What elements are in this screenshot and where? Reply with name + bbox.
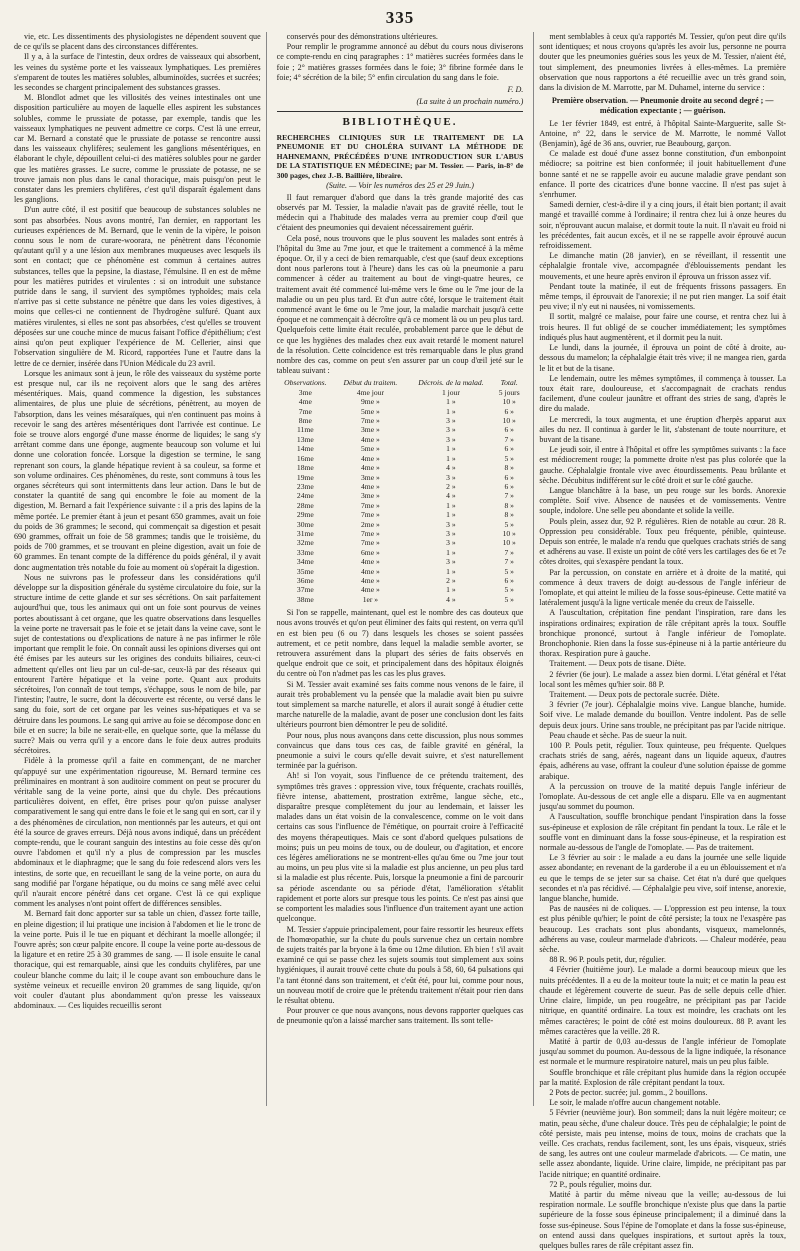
paragraph: ment semblables à ceux qu'a rapportés M. Tessier, qu'on peut dire qu'ils sont identiques; et nous croyons qu'après les avoir lus, personne ne pourra douter que les pneumonies guéries sous les yeux de M. Tessier, n'aient été, tout simplement, des pneumonies livrées à elles-mêmes. La première observation que nous rapportons a été recueillie avec un très grand soin, dans la division de M. Marrotte, par M. Duhamel, interne du service : bbox=[539, 32, 787, 93]
table-cell: 4me » bbox=[361, 481, 380, 491]
table-cell: 6me » bbox=[361, 547, 380, 557]
table-cell: 3 » bbox=[446, 519, 456, 529]
table-cell: 3 » bbox=[446, 538, 456, 548]
book-title: RECHERCHES CLINIQUES SUR LE TRAITEMENT DE LA PNEUMONIE ET DU CHOLÉRA SUIVANT LA MÉTHODE DE HAHNEMANN, PRÉCÉDÉES D'UNE INTRODUCTION SUR L'ABUS DE LA STATISTIQUE EN MÉDECINE; par M. Tessier. — Paris, in-8° de 300 pages, chez J.-B. Baillière, libraire. bbox=[276, 132, 524, 180]
table-cell: 8 » bbox=[504, 463, 514, 473]
right-column bbox=[533, 32, 787, 1250]
paragraph: Pour nous, plus nous avançons dans cette discussion, plus nous sommes convaincus que dans tous ces cas, de faible gravité en général, la pneumonie a suivi le cours qu'elle devait suivre, et s'est naturellement terminée par la guérison. bbox=[276, 730, 524, 771]
table-cell: 9me » bbox=[361, 397, 380, 407]
paragraph: Pas de nausées ni de coliques. — L'oppression est peu intense, la toux est plus pénible qu'hier; le point de côté persiste; la toux ne l'exaspère pas beaucoup. Les crachats sont plus abondants, visqueux, mamelonnés, adhérens au vase, couleur marmelade d'abricots. — Chaleur modérée, peau sèche. bbox=[539, 904, 787, 955]
table-row bbox=[277, 454, 524, 463]
paragraph: Peau chaude et sèche. Pas de sueur la nuit. bbox=[549, 730, 687, 740]
table-cell: 7me » bbox=[361, 500, 380, 510]
table-cell: 4me jour bbox=[356, 387, 384, 397]
table-cell: 6 » bbox=[504, 575, 514, 585]
paragraph: Si M. Tessier avait examiné ses faits comme nous venons de le faire, il aurait très probablement vu la pensée que la maladie avait bien pu suivre tout simplement sa marche naturelle, et alors il aurait songé à étudier cette marche naturelle de la maladie, avant de poser une conclusion dont les faits ultérieurs pourront bien démontrer le peu de solidité. bbox=[276, 679, 524, 730]
paragraph: A l'auscultation, souffle bronchique pendant l'inspiration dans la fosse sus-épineuse et explosion de râle crépitant fin pendant la toux. Le râle et le souffle vont en diminuant dans la fosse sous-épineuse, et la respiration est normale au-dessous de l'angle de l'omoplate. — Pas de traitement. bbox=[539, 812, 787, 853]
paragraph: Le mercredi, la toux augmenta, et une éruption d'herpès apparut aux ailes du nez. Il continua à garder le lit, s'abstenant de toute nourriture, et buvant de la tisane. bbox=[539, 414, 787, 444]
table-cell: 3 » bbox=[446, 416, 456, 426]
paragraph: Matité à partir du même niveau que la veille; au-dessous de lui respiration normale. Le souffle bronchique n'existe plus que dans la partie supérieure de la fosse sous épineuse principalement; il a diminué dans la fosse sus-épineuse. Sous l'épine de l'omoplate et dans la fosse sus-épineuse, on entend aussi dans quelques inspirations, et surtout après la toux, quelques bulles rares de râle crépitant assez fin. bbox=[539, 1189, 787, 1250]
table-row bbox=[277, 595, 524, 604]
paragraph: 2 Pots de pector. sucrée; jul. gomm., 2 bouillons. bbox=[549, 1087, 708, 1097]
table-cell: 10 » bbox=[502, 528, 516, 538]
table-cell: 4 » bbox=[446, 594, 456, 604]
table-cell: 1er » bbox=[362, 594, 379, 604]
table-cell: 3 » bbox=[446, 472, 456, 482]
table-cell: 30me bbox=[296, 519, 314, 529]
table-row bbox=[277, 567, 524, 576]
table-cell: 5 » bbox=[504, 453, 514, 463]
table-cell: 4 » bbox=[446, 463, 456, 473]
table-cell: 4me » bbox=[361, 463, 380, 473]
table-cell: 1 jour bbox=[441, 387, 460, 397]
paragraph: Si l'on se rappelle, maintenant, quel est le nombre des cas douteux que nous avons trouvés et qu'on peut éliminer des faits qui restent, on verra qu'il en est bien peu (6 ou 7) dans lesquels les choses se soient passées autrement, et ce petit nombre, dans lequel la maladie semble avorter, se retrouvera assurément dans la plupart des séries de faits observés en quelque endroit que ce soit, et principalement dans des hôpitaux éloignés du centre où l'on n'admet pas les cas les plus graves. bbox=[276, 608, 524, 679]
table-row bbox=[277, 548, 524, 557]
table-header: Début du traitem. bbox=[343, 378, 398, 388]
table-cell: 31me bbox=[296, 528, 314, 538]
columns bbox=[14, 32, 787, 1250]
paragraph: M. Blondlot admet que les villosités des veines intestinales ont une disposition particulière au moyen de laquelle elles aspirent les substances solubles, comme le prussiate de potasse, par exemple, tandis que les vaisseaux lymphatiques ne peuvent admettre ce corps. C'est là une erreur, car M. Bernard a constaté que le prussiate de potasse se rencontre aussi dans les vaisseaux chylifères; seulement les ganglions mésentériques, en élaborant le chyle, dépouillent celui-ci des matières solubles pour ne garder que les matières grasses. Le sucre, comme le prussiate de potasse, ne se trouve jamais non plus dans le canal thoracique, mais puisqu'on peut le constater dans les premiers chylifères, c'est qu'il disparaît également dans les ganglions. bbox=[14, 93, 261, 205]
table-row bbox=[277, 491, 524, 500]
paragraph: Cela posé, nous trouvons que le plus souvent les malades sont entrés à l'hôpital du 3me au 7me jour, et que le traitement a commencé à la même époque. Or, il y a ceci de bien remarquable, c'est que (sauf deux exceptions dont nous parlerons tout à l'heure) dans les cas où la pneumonie a paru commencer à céder au traitement au bout de vingt-quatre heures, ce traitement avait été commencé lui-même vers le 6me ou le 7me jour de la maladie ou un peu plus tard. Et d'un autre côté, lorsque le traitement était commencé avant le 6me ou le 7me jour, la maladie marchait jusqu'à cette époque et ne commençait à décroître qu'à ce moment là ou un peu plus tard. Quelquefois cette limite était reculée, probablement parce que le début de ce que les hygiènes des malades chez eux avait retardé le moment naturel de la résolution. Cette coïncidence est très remarquable dans le plus grand nombre des cas, comme on peut s'en assurer par un coup d'œil jeté sur le tableau suivant : bbox=[276, 233, 524, 376]
paragraph: 4 Février (huitième jour). Le malade a dormi beaucoup mieux que les nuits précédentes. Il a eu de la moiteur toute la nuit; et ce matin la peau est chaude et légèrement couverte de sueur. Pas de selle depuis celle d'hier. Urine claire, limpide, un peu rougeâtre, ne précipitant pas par l'acide nitrique, en quantité ordinaire. La toux est moindre, les crachats ont les mêmes caractères; le point de côté est moins douloureux. 88 P. avant les mêmes caractères que la veille. 28 R. bbox=[539, 965, 787, 1036]
table-cell: 4me » bbox=[361, 585, 380, 595]
table-cell: 3 » bbox=[446, 434, 456, 444]
paragraph: M. Bernard fait donc apporter sur sa table un chien, d'assez forte taille, en pleine digestion; il lui pratique une incision à l'abdomen et lie le tronc de la veine porte. Puis il le tue en piquant et déchirant la moelle allongée; il l'ouvre après; son cœur palpite encore. Il coupe la veine porte au-dessous de la ligature et en retire 25 à 30 grammes de sang. — Il isole ensuite le canal thoracique, qui est remarquable, ainsi que les conduits chylifères, par une couleur blanche comme du lait; il le coupe avant son embouchure dans le système veineux et recueille environ 20 grammes de sang liquide, qu'on voit couler d'autant plus abondamment qu'on presse les vaisseaux abdominaux. — Ces liquides recueillis seront bbox=[14, 909, 261, 1011]
paragraph: 2 février (6e jour). Le malade a assez bien dormi. L'état général et l'état local sont les mêmes qu'hier soir. 88 P. bbox=[539, 669, 787, 689]
observation-title: Première observation. — Pneumonie droite au second degré ; — médication expectante ; — guérison. bbox=[551, 96, 774, 116]
paragraph: Souffle bronchique et râle crépitant plus humide dans la région occupée par la matité. Explosion de râle crépitant pendant la toux. bbox=[539, 1067, 787, 1087]
table-cell: 5 jours bbox=[498, 387, 520, 397]
table-row bbox=[277, 482, 524, 491]
table-cell: 1 » bbox=[446, 397, 456, 407]
table-cell: 33me bbox=[296, 547, 314, 557]
table-row bbox=[277, 463, 524, 472]
table-cell: 7 » bbox=[504, 434, 514, 444]
table-cell: 36me bbox=[296, 575, 314, 585]
to-be-continued: (La suite à un prochain numéro.) bbox=[416, 97, 524, 107]
table-cell: 10 » bbox=[502, 397, 516, 407]
table-cell: 38me bbox=[296, 594, 314, 604]
table-cell: 1 » bbox=[446, 444, 456, 454]
table-cell: 7me » bbox=[361, 416, 380, 426]
signature: F. D. bbox=[507, 85, 524, 95]
table-row bbox=[277, 585, 524, 594]
paragraph: conservés pour des démonstrations ultérieures. bbox=[286, 32, 438, 41]
paragraph: Samedi dernier, c'est-à-dire il y a cinq jours, il était bien portant; il avait mangé et travaillé comme à l'ordinaire; il rentra chez lui à onze heures du soir, n'éprouvant aucun malaise, et dormit toute la nuit. Il n'avait eu froid ni les précédentes, fait aucun excès, et il ne se rappelle avoir éprouvé aucun refroidissement. bbox=[539, 200, 787, 251]
table-cell: 8 » bbox=[504, 500, 514, 510]
table-cell: 6 » bbox=[504, 481, 514, 491]
paragraph: Le lendemain, outre les mêmes symptômes, il commença à tousser. La toux était rare, douloureuse, et s'accompagnait de crachats rendus facilement, d'une couleur jaunâtre et offrant des stries de sang, d'après le dire du malade. bbox=[539, 373, 787, 414]
paragraph: Le 1er février 1849, est entré, à l'hôpital Sainte-Marguerite, salle St-Antoine, n° 22, dans le service de M. Marrotte, le nommé Vallot (Benjamin), âgé de 36 ans, ouvrier, rue Beaubourg, garçon. bbox=[539, 118, 787, 149]
table-cell: 4me » bbox=[361, 557, 380, 567]
table-cell: 1 » bbox=[446, 500, 456, 510]
paragraph: Pour prouver ce que nous avançons, nous devons rapporter quelques cas de pneumonie qu'on a laissé marcher sans traitement. Ils sont telle- bbox=[276, 1006, 524, 1026]
table-cell: 3 » bbox=[446, 557, 456, 567]
table-cell: 8 » bbox=[504, 510, 514, 520]
table-cell: 18me bbox=[296, 463, 314, 473]
paragraph: Traitement. — Deux pots de tisane. Diète. bbox=[549, 659, 686, 669]
table-cell: 5me » bbox=[361, 444, 380, 454]
table-cell: 4me » bbox=[361, 575, 380, 585]
table-cell: 19me bbox=[296, 472, 314, 482]
table-row bbox=[277, 444, 524, 453]
table-cell: 24me bbox=[296, 491, 314, 501]
table-row bbox=[277, 501, 524, 510]
paragraph: Pour remplir le programme annoncé au début du cours nous diviserons ce compte-rendu en cinq paragraphes : 1° matières sucrées formées dans le foie ; 2° matières grasses formées dans le foie; 3° fibrine formée dans le foie; 4° sécrétion de la bile; 5° enfin circulation du sang dans le foie. bbox=[276, 42, 524, 82]
paragraph: Ah! si l'on voyait, sous l'influence de ce prétendu traitement, des symptômes très graves : oppression vive, toux fréquente, crachats rouillés, fièvre intense, abattement, prostration extrême, langue sèche, etc., disparaître presque complètement du jour au lendemain, et laisser les malades dans un état voisin de la convalescence, comme on le voit dans certains cas sous l'influence de l'émétique, on pourrait croire à l'efficacité des moyens thérapeutiques. Mais ce sont d'abord quelques pulsations de moins; puis un peu moins de toux, ou de douleur, ou d'agitation, et encore ces légères améliorations ne se montrent-elles qu'au 6me ou 7me jour tout au moins, un peu plus vite si la maladie est plus ancienne, un peu plus tard si la maladie est plus récente. Puis, lorsque la pneumonie a fini de parcourir sa période ascendante ou sa période d'état, l'amélioration s'établit rapidement et porte alors sur presque tous les points. Ce n'est pas ainsi que se comportent les maladies sous l'influence d'un traitement ayant une action quelconque. bbox=[276, 771, 524, 924]
book-note: (Suite. — Voir les numéros des 25 et 29 Juin.) bbox=[326, 180, 474, 190]
table-cell: 4me » bbox=[361, 453, 380, 463]
table-cell: 7me bbox=[298, 406, 312, 416]
table-header: Total. bbox=[500, 378, 518, 388]
table-cell: 5 » bbox=[504, 566, 514, 576]
table-cell: 2 » bbox=[446, 575, 456, 585]
table-row bbox=[277, 416, 524, 425]
table-row bbox=[277, 557, 524, 566]
paragraph: 100 P. Pouls petit, régulier. Toux quinteuse, peu fréquente. Quelques crachats striés de sang, aérés, nageant dans un liquide aqueux, d'autres épais, adhérens au vase, offrant la couleur d'une solution épaisse de gomme arabique. bbox=[539, 741, 787, 781]
table-row bbox=[277, 473, 524, 482]
paragraph: M. Tessier s'appuie principalement, pour faire ressortir les heureux effets de l'homœopathie, sur la chute du pouls survenue chez un certain nombre de sujets traités par la bryone à la 6me ou 12me dilution. Eh bien ! s'il avait examiné ce qui se passe chez les sujets soumis tout simplement aux soins hygiéniques, il aurait trouvé cette chute du pouls à 58, 60, 64 pulsations qui l'a tant étonné dans son traitement, et c'eût été, pour lui, comme pour nous, un nouveau motif de croire que le prétendu traitement n'était pour rien dans le résultat obtenu. bbox=[276, 924, 524, 1005]
table-cell: 28me bbox=[296, 500, 314, 510]
table-cell: 7 » bbox=[504, 557, 514, 567]
table-row bbox=[277, 529, 524, 538]
table-cell: 3 » bbox=[446, 425, 456, 435]
paragraph: 88 R. 96 P. pouls petit, dur, régulier. bbox=[549, 955, 666, 965]
table-row bbox=[277, 538, 524, 547]
table-cell: 5 » bbox=[504, 594, 514, 604]
table-row bbox=[277, 520, 524, 529]
paragraph: 3 février (7e jour). Céphalalgie moins vive. Langue blanche, humide. Soif vive. Le malade demande du bouillon. Ventre indolent. Pas de selle depuis deux jours. Urine sans trouble, ne précipitant pas par l'acide nitrique. bbox=[539, 700, 787, 730]
paragraph: vie, etc. Les dissentiments des physiologistes ne dépendent souvent que de ce qu'ils se placent dans des circonstances différentes. bbox=[14, 32, 261, 52]
table-row bbox=[277, 510, 524, 519]
page-number: 335 bbox=[385, 8, 415, 27]
table-row bbox=[277, 407, 524, 416]
table-cell: 2me » bbox=[361, 519, 380, 529]
paragraph: Le 3 février au soir : le malade a eu dans la journée une selle liquide assez abondante; en revenant de la garderobe il a eu un éblouissement et n'a eu que le temps de se jeter sur sa chaise. Cet état n'a duré que quelques secondes et n'a pas récidivé. — Céphalalgie peu vive, soif intense, anorexie, langue blanche, humide. bbox=[539, 853, 787, 904]
paragraph: 5 Février (neuvième jour). Bon sommeil; dans la nuit légère moiteur; ce matin, peau sèche, d'une chaleur douce. Très peu de céphalalgie; le point de côté persiste, mais peu intense, moins de toux, moins de crachats que la veille. Ces crachats, rendus facilement, sont, les uns épais, visqueux, striés de sang, les autres ont une couleur marmelade d'abricots. — Ce matin, une selle assez abondante, liquide. Urine claire, limpide, ne précipitant pas par l'acide nitrique; en quantité ordinaire. bbox=[539, 1108, 787, 1179]
paragraph: Pouls plein, assez dur, 92 P. régulières. Rien de notable au cœur. 28 R. Oppression peu considérable. Toux peu fréquente, pénible, quinteuse. Depuis son entrée, le malade n'a rendu que quelques crachats striés de sang et adhérens au vase. Il existe un point de côté vers les cartilages des 6e et 7e côtes droites, qui s'exaspère pendant la toux. bbox=[539, 516, 787, 567]
table-cell: 7 » bbox=[504, 547, 514, 557]
table-cell: 3me » bbox=[361, 425, 380, 435]
table-cell: 3 » bbox=[446, 528, 456, 538]
paragraph: Lorsque les animaux sont à jeun, le rôle des vaisseaux du système porte est presque nul, car ils ne reçoivent alors que le sang des artères mésentériques. Mais, quand commence la digestion, les substances alimentaires, de plus une pluie de sécrétions, pénètrent, au moyen de l'absorption, dans les veines mésaraïques, qui n'en continuent pas moins à recevoir le sang des artères mésentériques dont l'arrivée est continue. Le foie se trouve alors engorgé d'une masse énorme de liquides; le sang s'y arrêtant comme dans une éponge, augmente beaucoup son volume et lui donne une coloration foncée. Lorsque la digestion se termine, le sang reprenant son cours, la glande hépatique revient à sa couleur, sa forme et son volume ordinaires. Ces phénomènes, du reste, sont communs à tous les organes sécréteurs qui sont intermittents dans leur action. Dans le but de constater la quantité de sang qui encombre le foie au moment de la digestion, M. Bernard a fait l'expérience suivante : il a pris des lapins de la même portée. Le premier étant à jeun et pesant 650 grammes, avait un foie du poids de 36 grammes; le second, qui commençait sa digestion et pesait 690 grammes, offrait un foie de 58 grammes; tandis que le troisième, du poids de 700 grammes, et se trouvant en pleine digestion, avait un foie de 60 grammes. En tenant compte de la différence du poids général, il y avait donc augmentation très notable du foie au moment où s'opérait la digestion. bbox=[14, 368, 261, 572]
paragraph: 72 P., pouls régulier, moins dur. bbox=[549, 1179, 652, 1189]
table-cell: 1 » bbox=[446, 547, 456, 557]
paragraph: Matité à partir de 0,03 au-dessus de l'angle inférieur de l'omoplate jusqu'au sommet du poumon. Au-dessous de la ligne indiquée, la résonance est normale et le murmure respiratoire naturel, mais un peu plus faible. bbox=[539, 1036, 787, 1067]
paragraph: Il faut remarquer d'abord que dans la très grande majorité des cas observés par M. Tessier, la maladie n'avait pas de gravité réelle, tout le médecin qui a l'habitude des malades verra au premier coup d'œil que c'étaient des pneumonies qui devaient nécessairement guérir. bbox=[276, 192, 524, 233]
paragraph: Par la percussion, on constate en arrière et à droite de la matité, qui commence à deux travers de doigt au-dessous de l'angle inférieur de l'omoplate, et qui atteint le milieu de la fosse sous-épineuse. Cette matité va latéralement jusqu'à la ligne verticale menée du creux de l'aisselle. bbox=[539, 567, 787, 608]
table-cell: 3me » bbox=[361, 472, 380, 482]
paragraph: Nous ne suivrons pas le professeur dans les considérations qu'il développe sur la disposition générale du système circulatoire du foie, sur la structure intime de cette glande et sur ses sécrétions. On sait parfaitement aujourd'hui que, tous les animaux qui ont un foie sont pourvus de veines portes aboutissant à cet organe, que les quatre observations dans lesquelles la veine porte ne traversait pas le foie et se jetait dans la veine cave, sont le sujet de contestations ou d'explications de nature à ne pas infirmer le rôle important que remplit le foie. On connaît aussi les opinions diverses qui ont été émises par les auteurs sur les origines des conduits biliaires, ceux-ci admettent qu'elles ont lieu par un cul-de-sac, ceux-là par des réseaux qui entourent l'artère hépatique et la veine porte. Quant aux produits sécrétoires, l'on connaît de tout temps, s'échappe, sous le nom de bile, par l'intestin; l'autre, le sucre, dont la découverte est récente, ou versé dans le sang du foie, sort de cet organe par les veines sus-hépatiques et va se détruire dans les poumons. Le sang qui arrive au foie se décompose donc en bile et en sucre; la bile ne serait-elle, en quelque sorte, que la mélasse du sucre? Mais ou verra qu'il y a encore dans le foie deux autres produits sécrétoires. bbox=[14, 572, 261, 756]
paragraph: Il sortit, malgré ce malaise, pour faire une course, et rentra chez lui à trois heures. Il fut obligé de se coucher immédiatement; les symptômes indiqués plus haut augmentèrent, et il dormit peu la nuit. bbox=[539, 312, 787, 342]
table-cell: 23me bbox=[296, 481, 314, 491]
table-cell: 34me bbox=[296, 557, 314, 567]
table-cell: 10 » bbox=[502, 416, 516, 426]
table-cell: 3me » bbox=[361, 491, 380, 501]
table-cell: 13me bbox=[296, 434, 314, 444]
table-cell: 4me » bbox=[361, 566, 380, 576]
table-row bbox=[277, 435, 524, 444]
table-cell: 5 » bbox=[504, 585, 514, 595]
table-cell: 16me bbox=[296, 453, 314, 463]
table-cell: 4 » bbox=[446, 491, 456, 501]
table-cell: 32me bbox=[296, 538, 314, 548]
table-cell: 6 » bbox=[504, 444, 514, 454]
table-row bbox=[277, 425, 524, 434]
table-cell: 8me bbox=[298, 416, 312, 426]
table-cell: 7me » bbox=[361, 538, 380, 548]
table-cell: 3me bbox=[298, 387, 312, 397]
table-row bbox=[277, 576, 524, 585]
table-cell: 7me » bbox=[361, 528, 380, 538]
table-cell: 7me » bbox=[361, 510, 380, 520]
table-cell: 14me bbox=[296, 444, 314, 454]
paragraph: Le lundi, dans la journée, il éprouva un point de côté à droite, au-dessous du mamelon; la céphalalgie était très vive; il ne mangea rien, garda le lit et but de la tisane. bbox=[539, 343, 787, 373]
paragraph: Fidèle à la promesse qu'il a faite en commençant, de ne marcher qu'appuyé sur une expérimentation rigoureuse, M. Bernard termine ces préliminaires en montrant à son auditoire comment on peut se procurer du véritable sang de la veine porte, ainsi que du chyle. Des précautions particulières doivent, en effet, être prises pour qu'on puisse analyser comparativement le sang qui entre dans le foie et le sang qui en sort, car il y a des phénomènes de circulation, non mentionnés par les auteurs, et qui ont été la source de graves erreurs. Déjà nous avons indiqué, dans un précédent compte-rendu, que le courant sanguin des intestins au foie cesse dès qu'on ouvre l'abdomen et qu'il n'y a plus de compression par les muscles abdominaux et le diaphragme; que le sang du foie redescend alors vers les intestins, de sorte que, en recueillant le sang de la veine porte, on aura du sang modifié par l'organe hépatique, ou du moins ce sang mêlé avec celui qu'il n'aurait encore pénétré dans cet organe. C'est là ce qui explique comment les analyses n'ont point offert de différences sensibles. bbox=[14, 756, 261, 909]
table-cell: 1 » bbox=[446, 566, 456, 576]
paragraph: Traitement. — Deux pots de pectorale sucrée. Diète. bbox=[549, 690, 720, 699]
paragraph: Langue blanchâtre à la base, un peu rouge sur les bords. Anorexie complète. Soif vive. Absence de nausées et de vomissements. Ventre souple, indolore. Une selle peu abondante et solide la veille. bbox=[539, 485, 787, 516]
paragraph: Le dimanche matin (28 janvier), en se réveillant, il ressentit une céphalalgie frontale vive, accompagnée d'éblouissements pendant les mouvements, et une heure après environ il éprouva un frisson assez vif. bbox=[539, 251, 787, 281]
paragraph: Il y a, à la surface de l'intestin, deux ordres de vaisseaux qui absorbent, les veines du système porte et les vaisseaux lymphatiques. Les premières s'emparent de toutes les matières solubles, albuminoïdes, sucrées et sucrées; les secondes se chargent principalement des substances grasses. bbox=[14, 52, 261, 93]
paragraph: Ce malade est doué d'une assez bonne constitution, d'un embonpoint médiocre; sa poitrine est bien conformée; il jouit habituellement d'une bonne santé et ne se rappelle avoir eu aucune maladie grave pendant son enfance. Il porte des cicatrices d'une bonne vaccine. Il n'est pas sujet à s'enrhumer. bbox=[539, 149, 787, 200]
table-cell: 5me » bbox=[361, 406, 380, 416]
table-cell: 35me bbox=[296, 566, 314, 576]
table-cell: 1 » bbox=[446, 510, 456, 520]
paragraph: A l'auscultation, crépitation fine pendant l'inspiration, rare dans les inspirations ordinaires; expiration de râle crépitant après la toux. Souffle bronchique prononcé, surtout à l'angle inférieur de l'omoplate. Bronchophonie. Rien dans la fosse sus-épineuse ni à la partie antérieure du thorax. Respiration pure à gauche. bbox=[539, 608, 787, 659]
table-row bbox=[277, 397, 524, 406]
table-cell: 2 » bbox=[446, 481, 456, 491]
table-cell: 5 » bbox=[504, 519, 514, 529]
paragraph: D'un autre côté, il est positif que beaucoup de substances solubles ne sont pas absorbées. Nous avons montré, l'an dernier, en rapportant les curieuses expériences de M. Bernard, que le venin de la vipère, le poison connu sous le nom de curare-woorara, ne pénètrent dans l'économie qu'autant qu'il y a une lésion aux membranes muqueuses avec lesquels ils sont en contact; que ce phénomène est commun à certaines autres substances, telles que la pepsine, la diastase, l'émulsine. Il en est de même pour les matières putrides et virulentes : si on introduit une substance putride dans le sang, il survient des symptômes typhoïdes; mais cela n'arrive pas si cette substance ne pénètre que dans les voies digestives, à moins que celles-ci ne contiennent de l'hydrogène sulfuré. Quant aux matières virulentes, si elles ne sont pas absorbées, c'est qu'elles se trouvent déposées sur une couche mince de mucus faisant l'office d'épithélium; c'est ainsi qu'on peut expliquer l'expérience de M. Cellerier, ainsi que l'observation singulière de M. Ricord, rapportées l'une et l'autre dans la lettre de ce dernier, insérée dans l'Union Médicale du 23 avril. bbox=[14, 205, 261, 368]
middle-column bbox=[277, 32, 524, 1106]
section-title: BIBLIOTHÈQUE. bbox=[342, 116, 458, 129]
table-cell: 7 » bbox=[504, 491, 514, 501]
table-header: Observations. bbox=[284, 378, 327, 388]
table-cell: 4me bbox=[298, 397, 312, 407]
table-cell: 6 » bbox=[504, 472, 514, 482]
paragraph: Le soir, le malade n'offre aucun changement notable. bbox=[549, 1098, 721, 1108]
table-cell: 10 » bbox=[502, 538, 516, 548]
table-cell: 1 » bbox=[446, 453, 456, 463]
table-cell: 29me bbox=[296, 510, 314, 520]
left-column bbox=[14, 32, 267, 1106]
table-row bbox=[277, 388, 524, 397]
table-cell: 11me bbox=[297, 425, 314, 435]
table-cell: 1 » bbox=[446, 406, 456, 416]
separator bbox=[277, 111, 524, 112]
table-cell: 4me » bbox=[361, 434, 380, 444]
paragraph: Le jeudi soir, il entre à l'hôpital et offre les symptômes suivants : la face est médiocrement rouge; la pommette droite n'est pas plus colorée que la gauche. Céphalalgie frontale vive avec étourdissements. Peau brûlante et sèche. Décubitus indifférent sur le côté droit et sur le côté gauche. bbox=[539, 445, 787, 485]
table-header: Décrois. de la malad. bbox=[418, 378, 484, 388]
table-cell: 37me bbox=[296, 585, 314, 595]
observations-table bbox=[277, 378, 524, 604]
table-cell: 1 » bbox=[446, 585, 456, 595]
table-cell: 6 » bbox=[504, 406, 514, 416]
table-cell: 6 » bbox=[504, 425, 514, 435]
paragraph: A la percussion on trouve de la matité depuis l'angle inférieur de l'omoplate. Au-dessous de cet angle elle a disparu. Elle va en augmentant jusqu'au sommet du poumon. bbox=[539, 781, 787, 812]
paragraph: Pendant toute la matinée, il eut de fréquents frissons passagers. En même temps, il éprouvait de l'anorexie; il ne put rien manger. La soif était peu vive; il n'y eut ni nausées, ni vomissements. bbox=[539, 281, 787, 312]
